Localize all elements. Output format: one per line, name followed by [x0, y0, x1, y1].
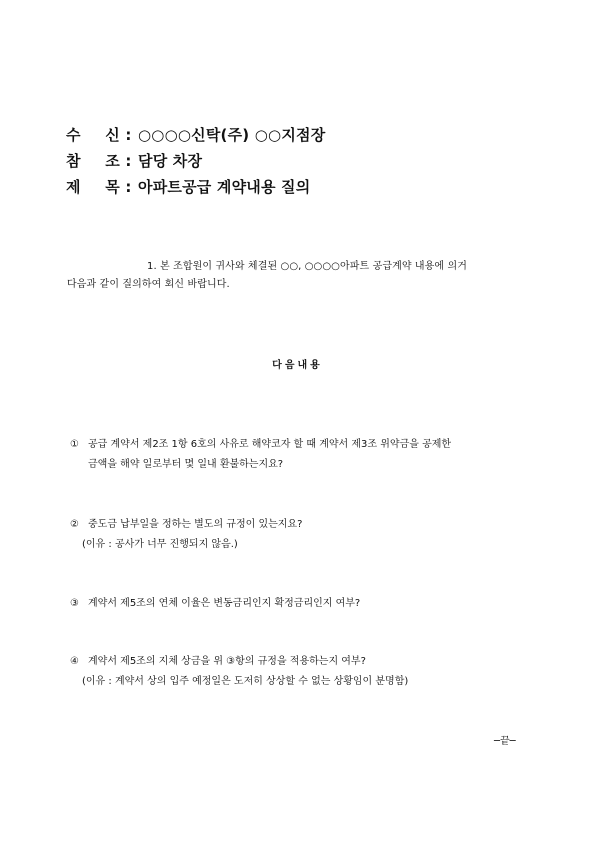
subject-value: 아파트공급 계약내용 질의	[138, 178, 311, 196]
recipient-value: ○○○○신탁(주) ○○지점장	[138, 126, 326, 144]
question-4-reason: (이유 : 계약서 상의 입주 예정일은 도저히 상상할 수 없는 상황임이 분명함)	[82, 676, 409, 687]
question-number: ③	[70, 598, 79, 609]
recipient-label: 수 신	[66, 126, 120, 144]
subject-label: 제 목	[66, 178, 120, 196]
question-number: ④	[70, 656, 79, 667]
recipient-row: 수 신 : ○○○○신탁(주) ○○지점장	[66, 126, 326, 144]
question-number: ①	[70, 439, 79, 450]
end-mark: ─끝─	[494, 736, 516, 747]
question-2-reason: (이유 : 공사가 너무 진행되지 않음.)	[82, 539, 238, 550]
question-4	[70, 652, 366, 667]
question-number: ②	[70, 519, 79, 530]
question-1	[70, 435, 451, 450]
question-text: 계약서 제5조의 지체 상금을 위 ③항의 규정을 적용하는지 여부?	[88, 656, 366, 667]
intro-line-2: 다음과 같이 질의하여 회신 바랍니다.	[67, 279, 230, 290]
question-2	[70, 515, 302, 530]
question-3	[70, 594, 360, 609]
reference-value: 담당 차장	[138, 152, 203, 170]
question-text: 공급 계약서 제2조 1항 6호의 사유로 해약코자 할 때 계약서 제3조 위약금을 공제한	[88, 439, 452, 450]
reference-row: 참 조 : 담당 차장	[66, 152, 203, 170]
reference-label: 참 조	[66, 152, 120, 170]
subject-row: 제 목 : 아파트공급 계약내용 질의	[66, 178, 311, 196]
question-1-continuation: 금액을 해약 일로부터 몇 일내 환불하는지요?	[88, 459, 284, 470]
question-text: 중도금 납부일을 정하는 별도의 규정이 있는지요?	[88, 519, 303, 530]
section-title: 다음내용	[272, 360, 323, 371]
intro-line-1: 1. 본 조합원이 귀사와 체결된 ○○, ○○○○아파트 공급계약 내용에 의거	[147, 261, 467, 272]
question-text: 계약서 제5조의 연체 이율은 변동금리인지 확정금리인지 여부?	[88, 598, 361, 609]
